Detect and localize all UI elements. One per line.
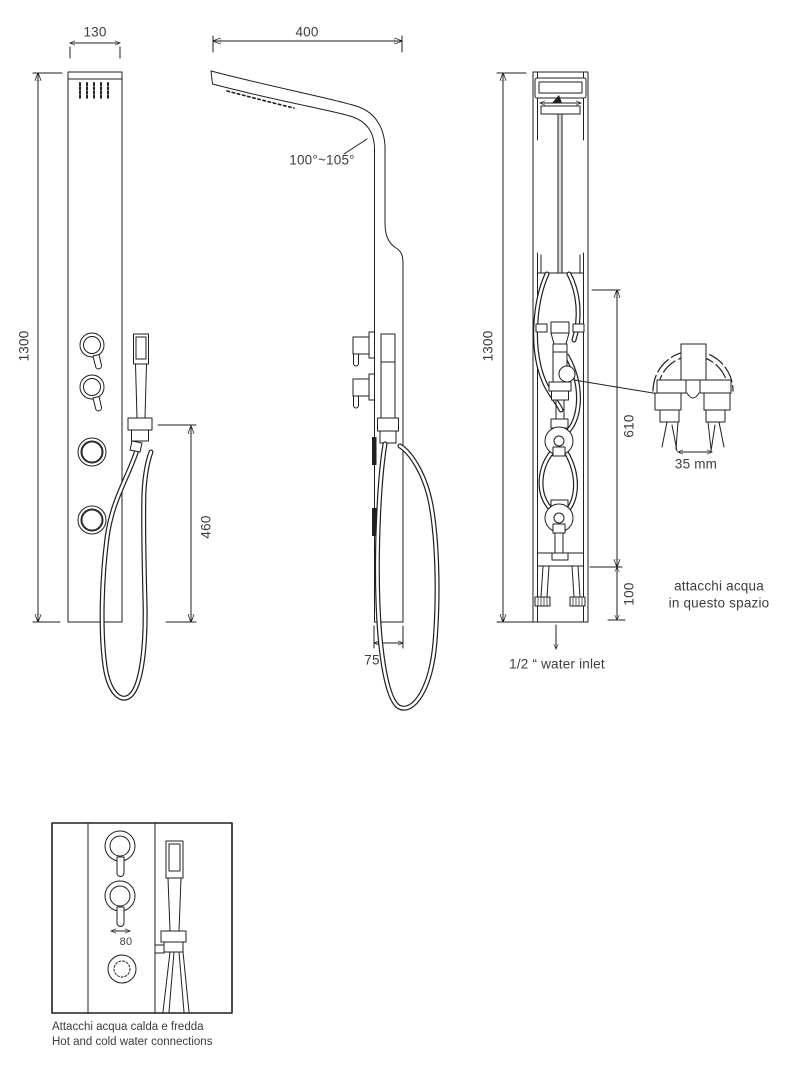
front-panel bbox=[68, 72, 122, 622]
hot-water-inlet-dot bbox=[572, 612, 582, 622]
front-knob-upper bbox=[80, 333, 104, 369]
detail-hose-lines bbox=[163, 952, 189, 1012]
side-jet-mark-upper bbox=[372, 437, 377, 465]
detail-knob-lower bbox=[105, 881, 135, 927]
rear-jet-lower bbox=[545, 500, 573, 553]
plumbing-span-label: 610 bbox=[621, 414, 637, 438]
cold-connection-dot bbox=[133, 926, 142, 935]
rear-head-mount bbox=[535, 78, 586, 114]
rear-jet-upper bbox=[545, 419, 573, 456]
connection-spacing-label: 80 bbox=[119, 936, 133, 948]
front-jet-lower bbox=[78, 506, 106, 534]
front-width-label: 130 bbox=[83, 24, 107, 40]
front-hose bbox=[102, 450, 151, 698]
hot-connection-dot bbox=[98, 926, 107, 935]
detail-handshower bbox=[155, 841, 189, 1012]
detail-jet bbox=[108, 955, 136, 983]
inlet-space-note-line1: attacchi acqua bbox=[674, 578, 764, 594]
riser-pipe bbox=[558, 114, 562, 273]
side-knob-lower bbox=[353, 374, 375, 408]
front-handshower bbox=[128, 334, 152, 452]
head-angle-label: 100°~105° bbox=[289, 152, 355, 168]
inlet-shelf bbox=[535, 553, 585, 606]
side-knob-upper bbox=[353, 332, 375, 366]
head-spray-lines-side bbox=[227, 91, 294, 108]
front-height-label: 1300 bbox=[16, 330, 32, 362]
cold-water-inlet-dot bbox=[541, 612, 551, 622]
water-inlet-label: 1/2 “ water inlet bbox=[509, 656, 605, 672]
detail-knob-upper bbox=[105, 831, 135, 877]
connections-caption-en: Hot and cold water connections bbox=[52, 1036, 213, 1048]
side-view bbox=[211, 36, 437, 708]
rear-height-label: 1300 bbox=[480, 330, 496, 362]
front-knob-lower bbox=[80, 375, 104, 411]
front-jet-upper bbox=[78, 438, 106, 466]
base-depth-label: 75 bbox=[364, 652, 380, 668]
head-spray-lines bbox=[80, 83, 108, 99]
handshower-drop-label: 460 bbox=[198, 515, 214, 539]
inlet-zone-label: 100 bbox=[621, 582, 637, 606]
connector-detail bbox=[653, 344, 733, 452]
connections-caption bbox=[52, 1020, 212, 1050]
side-hose bbox=[377, 444, 437, 708]
handshower-bracket bbox=[128, 418, 152, 430]
inlet-space-note-line2: in questo spazio bbox=[668, 595, 770, 610]
side-handshower bbox=[378, 334, 399, 443]
inlet-space-note bbox=[669, 579, 770, 612]
front-view bbox=[33, 43, 196, 698]
connections-caption-it: Attacchi acqua calda e fredda bbox=[52, 1021, 204, 1033]
front-dimension-lines bbox=[33, 43, 196, 622]
hose-spacing-label: 35 mm bbox=[674, 456, 718, 472]
rear-view bbox=[497, 72, 659, 649]
hose-coupling bbox=[549, 382, 571, 391]
connections-detail-box bbox=[52, 823, 232, 1013]
side-depth-label: 400 bbox=[295, 24, 319, 40]
